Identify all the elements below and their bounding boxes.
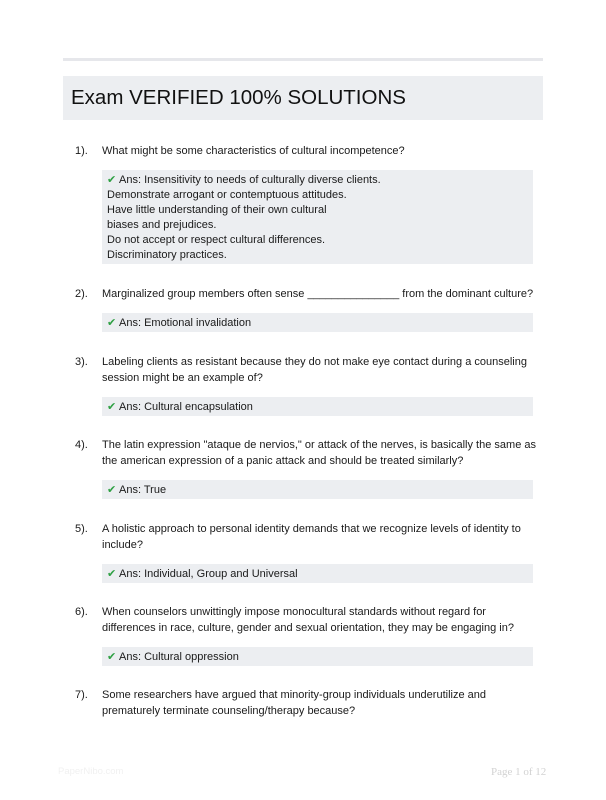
page-title: Exam VERIFIED 100% SOLUTIONS: [71, 86, 406, 109]
title-banner: [63, 76, 543, 120]
answer-box: [102, 170, 533, 264]
question-text: A holistic approach to personal identity demands that we recognize levels of identity to include?: [102, 523, 521, 551]
question-number: 2).: [75, 288, 88, 300]
question-number: 6).: [75, 606, 88, 618]
answer-line: ✔ Ans: Emotional invalidation: [107, 317, 252, 329]
checkmark-icon: ✔: [107, 568, 117, 580]
question-text: Some researchers have argued that minority-group individuals underutilize and prematurely terminate counseling/therapy because?: [102, 689, 486, 717]
question-number: 3).: [75, 356, 88, 368]
question-number: 5).: [75, 523, 88, 535]
question-text: The latin expression "ataque de nervios," or attack of the nerves, is basically the same as the american expression of a panic attack and should be treated similarly?: [102, 439, 536, 467]
question-number: 7).: [75, 689, 88, 701]
answer-line: ✔ Ans: Individual, Group and Universal: [107, 568, 298, 580]
checkmark-icon: ✔: [107, 174, 117, 186]
question-text: What might be some characteristics of cultural incompetence?: [102, 145, 405, 157]
page-indicator: Page 1 of 12: [491, 766, 547, 778]
answer-line: Do not accept or respect cultural differences.: [107, 234, 326, 246]
question-number: 1).: [75, 145, 88, 157]
question-text: Labeling clients as resistant because they do not make eye contact during a counseling session might be an example of?: [102, 356, 527, 384]
answer-line: ✔ Ans: True: [107, 484, 167, 496]
checkmark-icon: ✔: [107, 484, 117, 496]
answer-box: [102, 480, 533, 499]
answer-box: [102, 313, 533, 332]
checkmark-icon: ✔: [107, 317, 117, 329]
answer-line: ✔ Ans: Cultural encapsulation: [107, 401, 253, 413]
checkmark-icon: ✔: [107, 401, 117, 413]
question-text: When counselors unwittingly impose monocultural standards without regard for differences in race, culture, gender and sexual orientation, they may be engaging in?: [102, 606, 514, 634]
question-text: Marginalized group members often sense _______________ from the dominant culture?: [102, 288, 534, 300]
answer-line: ✔ Ans: Insensitivity to needs of culturally diverse clients.: [107, 174, 381, 186]
answer-box: [102, 564, 533, 583]
footer-watermark: PaperNibo.com: [58, 766, 124, 777]
answer-box: [102, 397, 533, 416]
answer-line: Have little understanding of their own cultural: [107, 204, 327, 216]
answer-line: Discriminatory practices.: [107, 249, 227, 261]
answer-line: Demonstrate arrogant or contemptuous attitudes.: [107, 189, 347, 201]
question-number: 4).: [75, 439, 88, 451]
answer-line: ✔ Ans: Cultural oppression: [107, 651, 239, 663]
top-divider: [63, 58, 543, 61]
checkmark-icon: ✔: [107, 651, 117, 663]
answer-box: [102, 647, 533, 666]
answer-line: biases and prejudices.: [107, 219, 217, 231]
